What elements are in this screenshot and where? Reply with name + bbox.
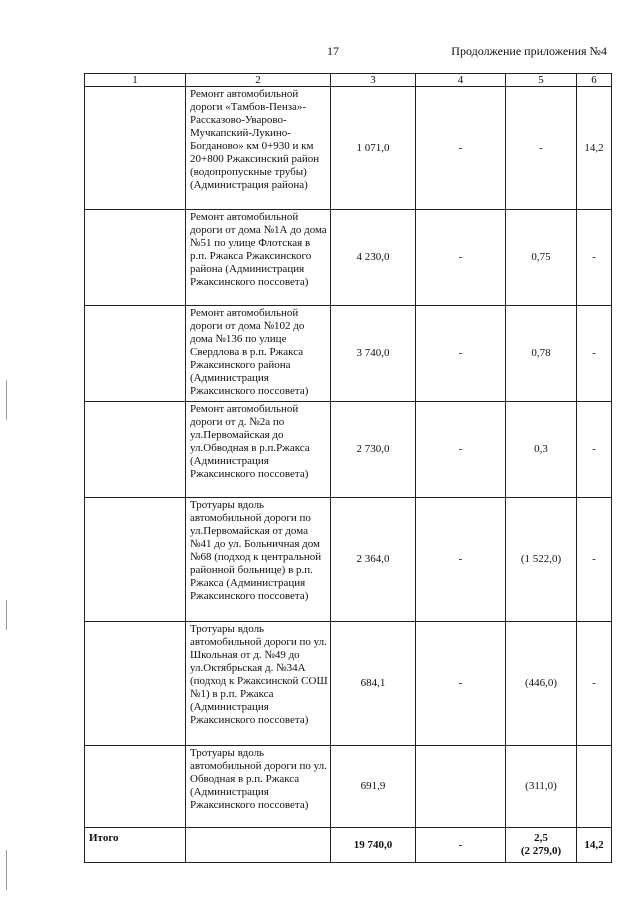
- value-cell-4: -: [416, 498, 506, 622]
- value-cell-4: -: [416, 622, 506, 746]
- column-number: 4: [416, 74, 506, 87]
- table-row: [85, 498, 612, 622]
- appendix-continuation-note: Продолжение приложения №4: [451, 44, 607, 58]
- amount-cell: 691,9: [331, 746, 416, 828]
- total-value-5-secondary: (2 279,0): [520, 845, 562, 857]
- value-cell-4: -: [416, 210, 506, 306]
- value-cell-5: 0,78: [506, 306, 577, 402]
- work-description: Тротуары вдоль автомобильной дороги по ул. Школьная от д. №49 до ул.Октябрьская д. №34А (подход к Ржаксинской СОШ №1) в р.п. Ржакса (Администрация Ржаксинского поссовета): [186, 622, 331, 746]
- total-row: [85, 828, 612, 863]
- row-cell-1: [85, 402, 186, 498]
- total-label: Итого: [85, 828, 186, 863]
- row-cell-1: [85, 306, 186, 402]
- amount-cell: 2 364,0: [331, 498, 416, 622]
- column-number: 2: [186, 74, 331, 87]
- value-cell-5: (446,0): [506, 622, 577, 746]
- table-row: [85, 210, 612, 306]
- value-cell-5: -: [506, 87, 577, 210]
- appendix-table: [84, 73, 611, 863]
- row-cell-1: [85, 498, 186, 622]
- total-value-5: [506, 828, 577, 863]
- value-cell-4: -: [416, 306, 506, 402]
- column-number: 1: [85, 74, 186, 87]
- row-cell-1: [85, 210, 186, 306]
- column-number: 5: [506, 74, 577, 87]
- value-cell-6: 14,2: [577, 87, 612, 210]
- scan-edge-mark: [6, 380, 7, 420]
- total-value-5-primary: 2,5: [534, 832, 548, 844]
- work-description: Ремонт автомобильной дороги от д. №2а по ул.Первомайская до ул.Обводная в р.п.Ржакса (Администрация Ржаксинского поссовета): [186, 402, 331, 498]
- work-description: Тротуары вдоль автомобильной дороги по ул. Обводная в р.п. Ржакса (Администрация Ржаксинского поссовета): [186, 746, 331, 828]
- scan-edge-mark: [6, 850, 7, 890]
- value-cell-5: 0,3: [506, 402, 577, 498]
- value-cell-5: (311,0): [506, 746, 577, 828]
- column-number-row: [85, 74, 612, 87]
- value-cell-6: [577, 746, 612, 828]
- value-cell-5: 0,75: [506, 210, 577, 306]
- value-cell-6: -: [577, 498, 612, 622]
- table-row: [85, 622, 612, 746]
- value-cell-4: -: [416, 402, 506, 498]
- total-description: [186, 828, 331, 863]
- row-cell-1: [85, 622, 186, 746]
- table-row: [85, 746, 612, 828]
- column-number: 6: [577, 74, 612, 87]
- work-description: Ремонт автомобильной дороги от дома №102 до дома №136 по улице Свердлова в р.п. Ржакса Ржаксинского района (Администрация Ржаксинского поссовета): [186, 306, 331, 402]
- page-number: 17: [327, 44, 339, 58]
- scan-edge-mark: [6, 600, 7, 630]
- amount-cell: 684,1: [331, 622, 416, 746]
- total-value-6: 14,2: [577, 828, 612, 863]
- value-cell-6: -: [577, 402, 612, 498]
- table-row: [85, 402, 612, 498]
- amount-cell: 3 740,0: [331, 306, 416, 402]
- amount-cell: 4 230,0: [331, 210, 416, 306]
- table-row: [85, 306, 612, 402]
- value-cell-4: -: [416, 87, 506, 210]
- total-amount: 19 740,0: [331, 828, 416, 863]
- work-description: Ремонт автомобильной дороги «Тамбов-Пенза»-Рассказово-Уварово-Мучкапский-Лукино-Богданово» км 0+930 и км 20+800 Ржаксинский район (водопропускные трубы) (Администрация района): [186, 87, 331, 210]
- total-value-4: -: [416, 828, 506, 863]
- table-row: [85, 87, 612, 210]
- row-cell-1: [85, 746, 186, 828]
- amount-cell: 1 071,0: [331, 87, 416, 210]
- row-cell-1: [85, 87, 186, 210]
- column-number: 3: [331, 74, 416, 87]
- value-cell-6: -: [577, 210, 612, 306]
- work-description: Ремонт автомобильной дороги от дома №1А до дома №51 по улице Флотская в р.п. Ржакса Ржаксинского района (Администрация Ржаксинского поссовета): [186, 210, 331, 306]
- work-description: Тротуары вдоль автомобильной дороги по ул.Первомайская от дома №41 до ул. Больничная дом №68 (подход к центральной районной больнице) в р.п. Ржакса (Администрация Ржаксинского поссовета): [186, 498, 331, 622]
- value-cell-6: -: [577, 306, 612, 402]
- value-cell-4: [416, 746, 506, 828]
- value-cell-6: -: [577, 622, 612, 746]
- value-cell-5: (1 522,0): [506, 498, 577, 622]
- amount-cell: 2 730,0: [331, 402, 416, 498]
